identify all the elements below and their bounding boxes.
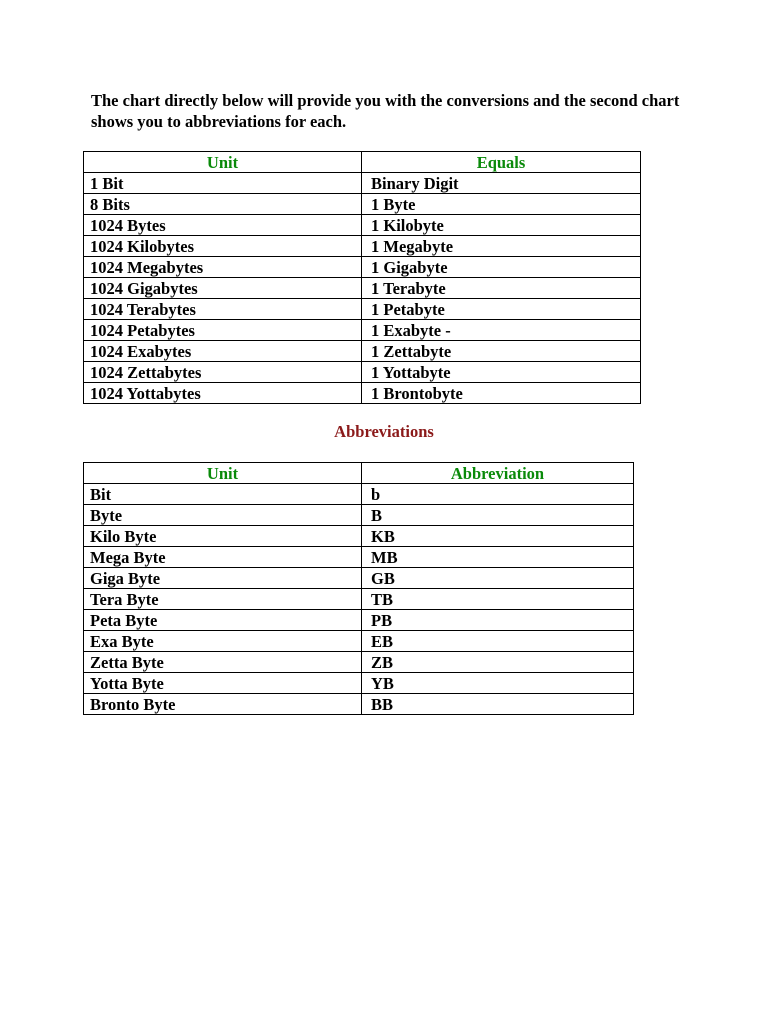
table-cell-unit: 1024 Megabytes bbox=[84, 257, 362, 278]
table-row bbox=[84, 568, 634, 589]
conversions-body bbox=[84, 173, 641, 404]
table-cell-unit: 1024 Terabytes bbox=[84, 299, 362, 320]
table-cell-value: BB bbox=[362, 694, 634, 715]
abbreviations-table bbox=[83, 462, 634, 715]
intro-paragraph: The chart directly below will provide you with the conversions and the second chart shows you to abbreviations for each. bbox=[91, 91, 680, 131]
column-header-abbreviation: Abbreviation bbox=[362, 463, 634, 484]
table-cell-value: MB bbox=[362, 547, 634, 568]
table-cell-value: 1 Zettabyte bbox=[362, 341, 641, 362]
column-header-equals: Equals bbox=[362, 152, 641, 173]
abbreviations-heading: Abbreviations bbox=[334, 422, 434, 441]
table-cell-value: 1 Exabyte - bbox=[362, 320, 641, 341]
table-row bbox=[84, 505, 634, 526]
table-cell-value: 1 Terabyte bbox=[362, 278, 641, 299]
table-row bbox=[84, 694, 634, 715]
table-row bbox=[84, 299, 641, 320]
table-row bbox=[84, 320, 641, 341]
table-cell-value: EB bbox=[362, 631, 634, 652]
table-cell-unit: 1024 Kilobytes bbox=[84, 236, 362, 257]
table-row bbox=[84, 215, 641, 236]
abbreviations-body bbox=[84, 484, 634, 715]
table-cell-value: TB bbox=[362, 589, 634, 610]
table-header-row bbox=[84, 463, 634, 484]
table-row bbox=[84, 610, 634, 631]
table-row bbox=[84, 547, 634, 568]
table-cell-value: b bbox=[362, 484, 634, 505]
table-cell-value: 1 Gigabyte bbox=[362, 257, 641, 278]
table-row bbox=[84, 278, 641, 299]
table-cell-value: ZB bbox=[362, 652, 634, 673]
table-cell-unit: Kilo Byte bbox=[84, 526, 362, 547]
table-row bbox=[84, 173, 641, 194]
table-cell-value: 1 Petabyte bbox=[362, 299, 641, 320]
table-cell-unit: 1024 Gigabytes bbox=[84, 278, 362, 299]
table-cell-unit: 1024 Exabytes bbox=[84, 341, 362, 362]
table-cell-unit: 1024 Zettabytes bbox=[84, 362, 362, 383]
table-cell-unit: 8 Bits bbox=[84, 194, 362, 215]
table-cell-value: YB bbox=[362, 673, 634, 694]
table-cell-value: B bbox=[362, 505, 634, 526]
table-row bbox=[84, 257, 641, 278]
table-cell-unit: 1024 Yottabytes bbox=[84, 383, 362, 404]
table-header-row bbox=[84, 152, 641, 173]
table-cell-unit: 1024 Bytes bbox=[84, 215, 362, 236]
table-cell-unit: 1 Bit bbox=[84, 173, 362, 194]
table-cell-unit: Peta Byte bbox=[84, 610, 362, 631]
table-cell-unit: Mega Byte bbox=[84, 547, 362, 568]
table-row bbox=[84, 362, 641, 383]
table-row bbox=[84, 589, 634, 610]
table-cell-unit: Byte bbox=[84, 505, 362, 526]
table-cell-unit: Bit bbox=[84, 484, 362, 505]
table-row bbox=[84, 236, 641, 257]
table-cell-value: 1 Megabyte bbox=[362, 236, 641, 257]
table-row bbox=[84, 673, 634, 694]
table-row bbox=[84, 484, 634, 505]
table-cell-unit: 1024 Petabytes bbox=[84, 320, 362, 341]
table-cell-value: 1 Brontobyte bbox=[362, 383, 641, 404]
table-row bbox=[84, 194, 641, 215]
table-row bbox=[84, 383, 641, 404]
table-cell-value: 1 Yottabyte bbox=[362, 362, 641, 383]
table-cell-unit: Bronto Byte bbox=[84, 694, 362, 715]
table-cell-value: 1 Byte bbox=[362, 194, 641, 215]
table-row bbox=[84, 341, 641, 362]
conversions-table bbox=[83, 151, 641, 404]
table-cell-unit: Tera Byte bbox=[84, 589, 362, 610]
table-cell-value: Binary Digit bbox=[362, 173, 641, 194]
table-row bbox=[84, 652, 634, 673]
table-cell-unit: Giga Byte bbox=[84, 568, 362, 589]
table-cell-unit: Zetta Byte bbox=[84, 652, 362, 673]
column-header-unit: Unit bbox=[84, 463, 362, 484]
table-row bbox=[84, 526, 634, 547]
table-cell-value: GB bbox=[362, 568, 634, 589]
table-cell-unit: Exa Byte bbox=[84, 631, 362, 652]
table-cell-unit: Yotta Byte bbox=[84, 673, 362, 694]
column-header-unit: Unit bbox=[84, 152, 362, 173]
table-row bbox=[84, 631, 634, 652]
table-cell-value: 1 Kilobyte bbox=[362, 215, 641, 236]
table-cell-value: PB bbox=[362, 610, 634, 631]
table-cell-value: KB bbox=[362, 526, 634, 547]
